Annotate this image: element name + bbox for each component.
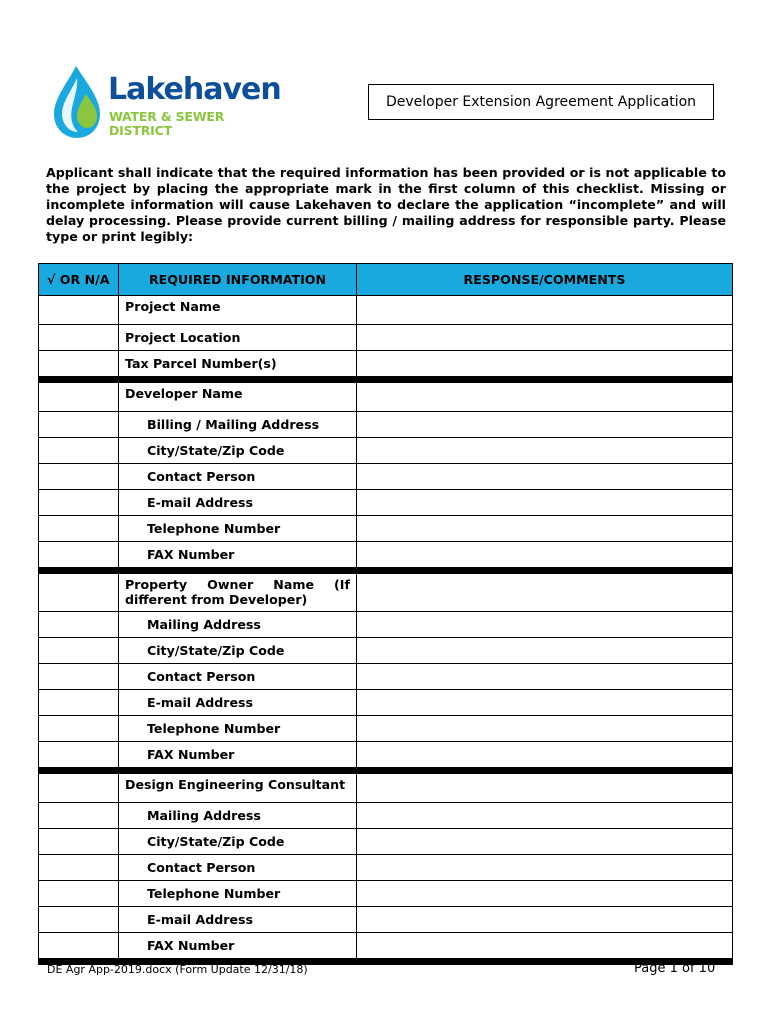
table-row: [39, 383, 733, 412]
check-cell[interactable]: [39, 829, 119, 855]
table-row: [39, 742, 733, 768]
response-cell[interactable]: [357, 490, 733, 516]
logo-name: Lakehaven: [108, 72, 281, 107]
response-cell[interactable]: [357, 464, 733, 490]
table-row: [39, 412, 733, 438]
check-cell[interactable]: [39, 881, 119, 907]
row-label: Billing / Mailing Address: [119, 412, 357, 438]
table-row: [39, 296, 733, 325]
row-label: Contact Person: [119, 855, 357, 881]
header-required-information: REQUIRED INFORMATION: [119, 264, 357, 296]
check-cell[interactable]: [39, 742, 119, 768]
row-label: Tax Parcel Number(s): [119, 351, 357, 377]
row-label: FAX Number: [119, 542, 357, 568]
footer-page-number: Page 1 of 10: [634, 961, 716, 976]
check-cell[interactable]: [39, 325, 119, 351]
table-row: [39, 325, 733, 351]
table-row: [39, 716, 733, 742]
response-cell[interactable]: [357, 412, 733, 438]
table-row: [39, 855, 733, 881]
table-row: [39, 542, 733, 568]
response-cell[interactable]: [357, 351, 733, 377]
check-cell[interactable]: [39, 933, 119, 959]
section-title-owner: [119, 574, 357, 612]
owner-title-line-2: different from Developer): [125, 592, 308, 607]
check-cell[interactable]: [39, 774, 119, 803]
table-row: [39, 638, 733, 664]
check-cell[interactable]: [39, 516, 119, 542]
owner-title-word: (If: [334, 577, 350, 592]
response-cell[interactable]: [357, 638, 733, 664]
check-cell[interactable]: [39, 464, 119, 490]
table-row: [39, 574, 733, 612]
row-label: Telephone Number: [119, 716, 357, 742]
response-cell[interactable]: [357, 542, 733, 568]
footer-filename: DE Agr App-2019.docx (Form Update 12/31/18): [47, 963, 308, 976]
response-cell[interactable]: [357, 716, 733, 742]
row-label: Project Location: [119, 325, 357, 351]
response-cell[interactable]: [357, 742, 733, 768]
response-cell[interactable]: [357, 325, 733, 351]
table-row: [39, 612, 733, 638]
table-row: [39, 490, 733, 516]
response-cell[interactable]: [357, 803, 733, 829]
intro-paragraph: Applicant shall indicate that the required information has been provided or is not applicable to the project by placing the appropriate mark in the first column of this checklist. Missing or incomplete information will cause Lakehaven to declare the application “incomplete” and will delay processing. Please provide current billing / mailing address for responsible party. Please type or print legibly:: [46, 165, 726, 244]
table-row: [39, 829, 733, 855]
row-label: FAX Number: [119, 742, 357, 768]
check-cell[interactable]: [39, 907, 119, 933]
row-label: Telephone Number: [119, 516, 357, 542]
row-label: City/State/Zip Code: [119, 638, 357, 664]
response-cell[interactable]: [357, 296, 733, 325]
check-cell[interactable]: [39, 638, 119, 664]
header-response-comments: RESPONSE/COMMENTS: [357, 264, 733, 296]
table-row: [39, 933, 733, 959]
check-cell[interactable]: [39, 438, 119, 464]
response-cell[interactable]: [357, 383, 733, 412]
response-cell[interactable]: [357, 574, 733, 612]
logo-subtitle: WATER & SEWER DISTRICT: [109, 109, 225, 138]
row-label: City/State/Zip Code: [119, 438, 357, 464]
owner-title-line-1: [125, 577, 350, 592]
section-title-developer: Developer Name: [119, 383, 357, 412]
table-row: [39, 907, 733, 933]
check-cell[interactable]: [39, 690, 119, 716]
row-label: Telephone Number: [119, 881, 357, 907]
section-title-consultant: Design Engineering Consultant: [119, 774, 357, 803]
check-cell[interactable]: [39, 351, 119, 377]
response-cell[interactable]: [357, 516, 733, 542]
row-label: Contact Person: [119, 464, 357, 490]
row-label: E-mail Address: [119, 490, 357, 516]
response-cell[interactable]: [357, 881, 733, 907]
check-cell[interactable]: [39, 542, 119, 568]
check-cell[interactable]: [39, 574, 119, 612]
check-cell[interactable]: [39, 296, 119, 325]
owner-title-word: Owner: [207, 577, 254, 592]
response-cell[interactable]: [357, 907, 733, 933]
response-cell[interactable]: [357, 612, 733, 638]
check-cell[interactable]: [39, 383, 119, 412]
check-cell[interactable]: [39, 612, 119, 638]
response-cell[interactable]: [357, 855, 733, 881]
response-cell[interactable]: [357, 664, 733, 690]
table-row: [39, 690, 733, 716]
response-cell[interactable]: [357, 933, 733, 959]
row-label: E-mail Address: [119, 690, 357, 716]
response-cell[interactable]: [357, 829, 733, 855]
owner-title-word: Property: [125, 577, 188, 592]
header-check-column: √ OR N/A: [39, 264, 119, 296]
document-title: Developer Extension Agreement Application: [385, 94, 697, 110]
table-row: [39, 516, 733, 542]
response-cell[interactable]: [357, 690, 733, 716]
owner-title-word: Name: [273, 577, 314, 592]
table-header-row: [39, 264, 733, 296]
row-label: Mailing Address: [119, 803, 357, 829]
row-label: Project Name: [119, 296, 357, 325]
check-cell[interactable]: [39, 716, 119, 742]
check-cell[interactable]: [39, 855, 119, 881]
water-drop-icon: [50, 64, 106, 140]
row-label: E-mail Address: [119, 907, 357, 933]
response-cell[interactable]: [357, 774, 733, 803]
lakehaven-logo: [50, 64, 280, 140]
check-cell[interactable]: [39, 490, 119, 516]
table-row: [39, 664, 733, 690]
table-row: [39, 438, 733, 464]
table-row: [39, 464, 733, 490]
document-title-box: [368, 84, 714, 120]
row-label: FAX Number: [119, 933, 357, 959]
checklist-table: [38, 263, 733, 965]
row-label: Contact Person: [119, 664, 357, 690]
table-row: [39, 351, 733, 377]
check-cell[interactable]: [39, 412, 119, 438]
response-cell[interactable]: [357, 438, 733, 464]
table-row: [39, 881, 733, 907]
row-label: City/State/Zip Code: [119, 829, 357, 855]
check-cell[interactable]: [39, 664, 119, 690]
check-cell[interactable]: [39, 803, 119, 829]
row-label: Mailing Address: [119, 612, 357, 638]
table-row: [39, 803, 733, 829]
table-row: [39, 774, 733, 803]
